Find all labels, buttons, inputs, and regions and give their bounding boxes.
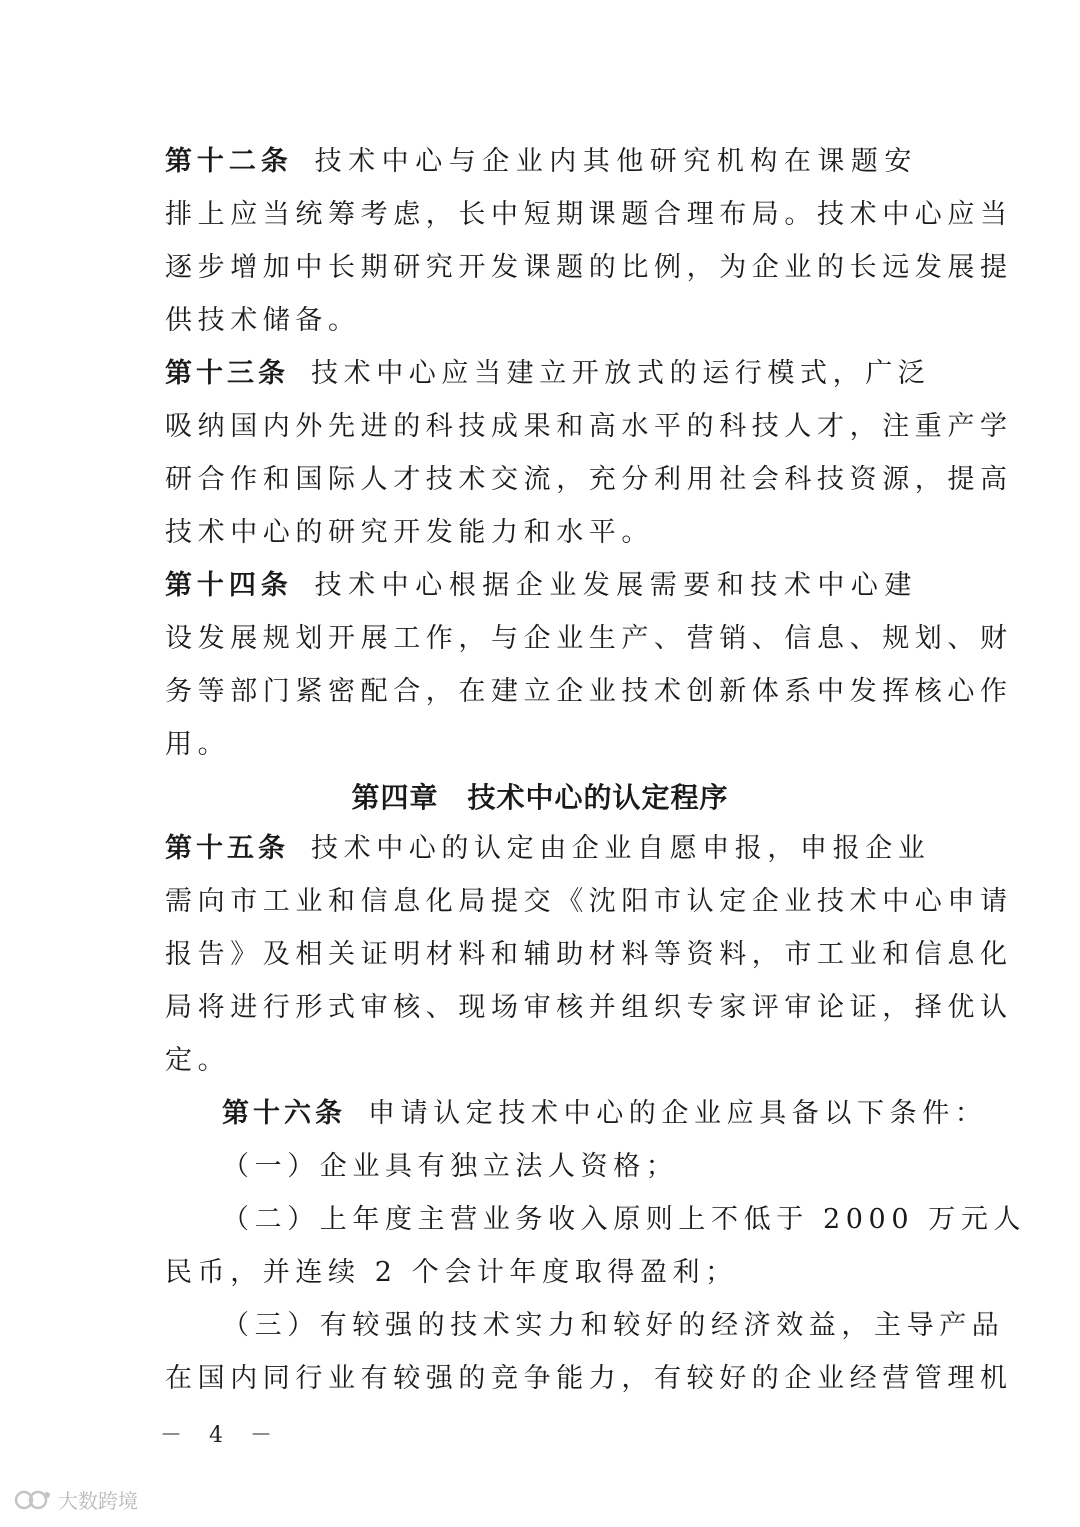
article-14-line-1: 第十四条 技术中心根据企业发展需要和技术中心建	[165, 570, 917, 601]
article-15-line-1: 第十五条 技术中心的认定由企业自愿申报，申报企业	[165, 833, 931, 864]
article-number: 第十四条	[165, 570, 293, 601]
article-12-line-1: 第十二条 技术中心与企业内其他研究机构在课题安	[165, 146, 917, 177]
article-14-line-4: 用。	[165, 729, 231, 760]
article-number: 第十六条	[222, 1098, 346, 1129]
article-number: 第十五条	[165, 833, 289, 864]
condition-item-3-line-1: （三）有较强的技术实力和较好的经济效益，主导产品	[222, 1310, 1005, 1341]
condition-item-1: （一）企业具有独立法人资格；	[222, 1151, 679, 1182]
article-number: 第十三条	[165, 358, 289, 389]
page-number: － 4 －	[160, 1423, 282, 1448]
condition-item-2-line-1: （二）上年度主营业务收入原则上不低于 2000 万元人	[222, 1204, 1027, 1235]
article-number: 第十二条	[165, 146, 293, 177]
article-13-line-3: 研合作和国际人才技术交流，充分利用社会科技资源，提高	[165, 464, 1013, 495]
article-15-line-5: 定。	[165, 1045, 231, 1076]
article-14-line-2: 设发展规划开展工作，与企业生产、营销、信息、规划、财	[165, 623, 1013, 654]
article-15-line-2: 需向市工业和信息化局提交《沈阳市认定企业技术中心申请	[165, 886, 1013, 917]
article-13-line-1: 第十三条 技术中心应当建立开放式的运行模式，广泛	[165, 358, 931, 389]
article-16-line-1: 第十六条 申请认定技术中心的企业应具备以下条件：	[222, 1098, 988, 1129]
watermark	[14, 1485, 138, 1514]
article-14-line-3: 务等部门紧密配合，在建立企业技术创新体系中发挥核心作	[165, 676, 1013, 707]
article-15-line-3: 报告》及相关证明材料和辅助材料等资料，市工业和信息化	[165, 939, 1013, 970]
watermark-text: 大数跨境	[58, 1489, 138, 1513]
article-12-line-4: 供技术储备。	[165, 305, 361, 336]
article-13-line-2: 吸纳国内外先进的科技成果和高水平的科技人才，注重产学	[165, 411, 1013, 442]
chapter-title: 第四章 技术中心的认定程序	[351, 781, 729, 814]
watermark-logo-icon	[14, 1489, 52, 1511]
article-13-line-4: 技术中心的研究开发能力和水平。	[165, 517, 654, 548]
article-15-line-4: 局将进行形式审核、现场审核并组织专家评审论证，择优认	[165, 992, 1013, 1023]
article-12-line-3: 逐步增加中长期研究开发课题的比例，为企业的长远发展提	[165, 252, 1013, 283]
condition-item-2-line-2: 民币，并连续 2 个会计年度取得盈利；	[165, 1257, 738, 1288]
article-12-line-2: 排上应当统筹考虑，长中短期课题合理布局。技术中心应当	[165, 199, 1013, 230]
condition-item-3-line-2: 在国内同行业有较强的竞争能力，有较好的企业经营管理机	[165, 1363, 1013, 1394]
